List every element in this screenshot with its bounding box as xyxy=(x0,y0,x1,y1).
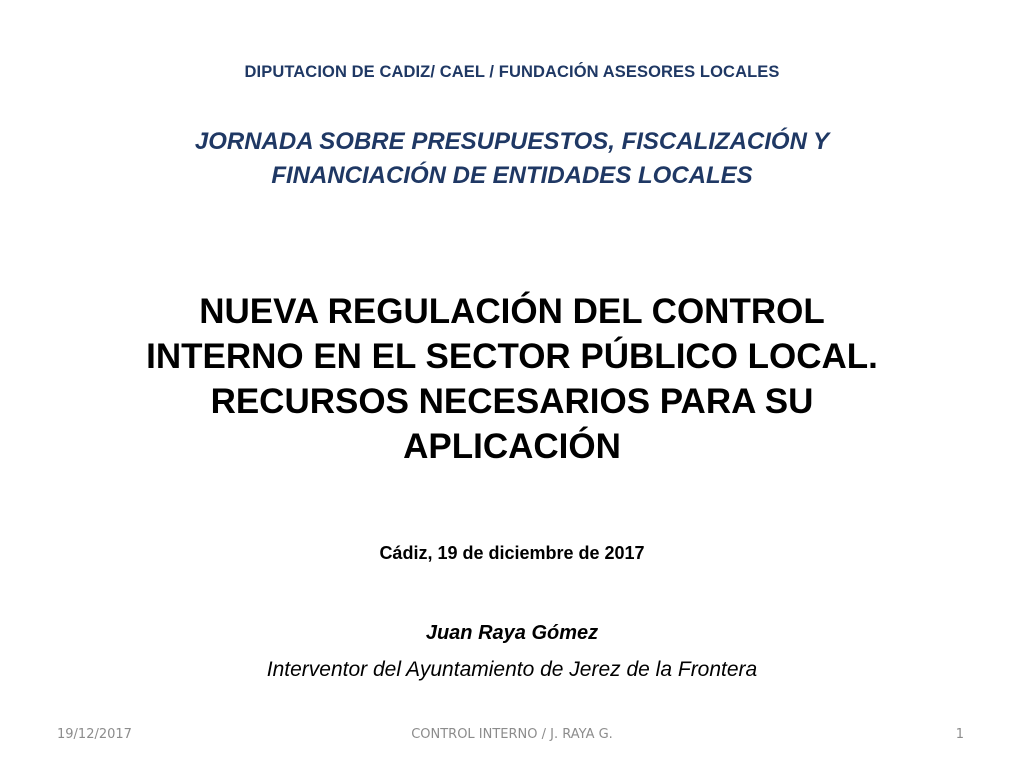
organizers-line: DIPUTACION DE CADIZ/ CAEL / FUNDACIÓN ASESORES LOCALES xyxy=(244,63,780,81)
main-title-line-3: RECURSOS NECESARIOS PARA SU xyxy=(210,382,814,421)
author-role: Interventor del Ayuntamiento de Jerez de la Frontera xyxy=(266,658,758,681)
author-name: Juan Raya Gómez xyxy=(425,622,599,644)
footer-page-number: 1 xyxy=(955,727,964,742)
main-title xyxy=(0,289,1024,469)
footer-date: 19/12/2017 xyxy=(57,727,132,742)
main-title-line-4: APLICACIÓN xyxy=(403,427,621,466)
event-title-line-2: FINANCIACIÓN DE ENTIDADES LOCALES xyxy=(271,162,753,189)
main-title-line-1: NUEVA REGULACIÓN DEL CONTROL xyxy=(199,292,825,331)
footer-title: CONTROL INTERNO / J. RAYA G. xyxy=(411,727,613,742)
main-title-line-2: INTERNO EN EL SECTOR PÚBLICO LOCAL. xyxy=(146,337,878,376)
place-and-date: Cádiz, 19 de diciembre de 2017 xyxy=(379,543,645,563)
event-title xyxy=(0,125,1024,193)
event-title-line-1: JORNADA SOBRE PRESUPUESTOS, FISCALIZACIÓN Y xyxy=(194,128,830,155)
